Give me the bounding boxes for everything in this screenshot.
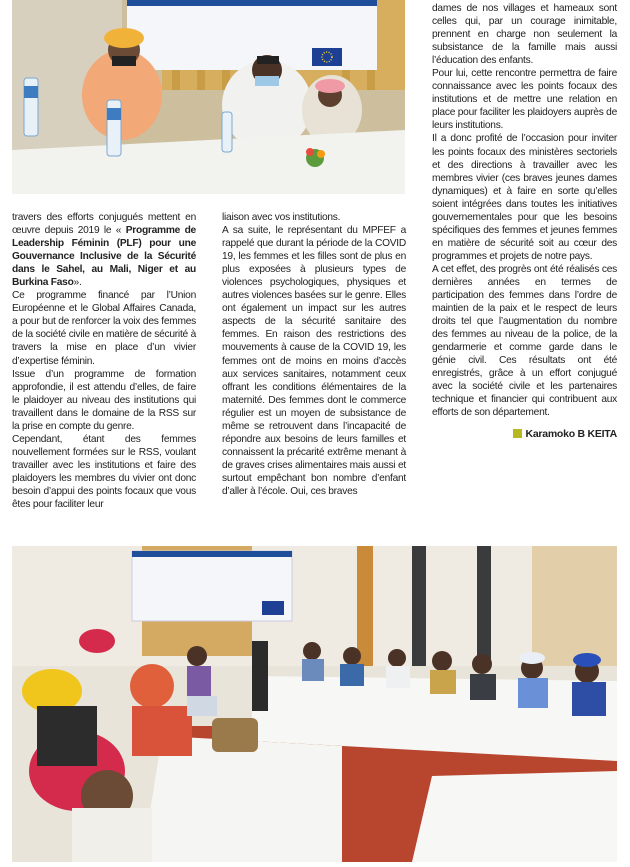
col1-paragraph-1-close: ». — [73, 277, 82, 289]
col3-paragraph-1: dames de nos villages et hameaux sont celles qui, par un courage inimitable, prennent en charge non seulement la subsistance de la famille mais aussi l’éducation des enfants. — [432, 3, 617, 67]
col1-paragraph-1 — [12, 211, 196, 289]
photo-head-table — [12, 0, 405, 194]
photo-head-table-image — [12, 0, 405, 194]
photo-workshop-room-image — [12, 546, 617, 862]
col1-paragraph-4: Cependant, étant des femmes nouvellement formées sur le RSS, voulant travailler avec les institutions et faire des plaidoyers les membres du vivier ont donc besoin d’appui des points focaux que vous êtes pour faciliter leur — [12, 433, 196, 511]
author-byline — [432, 428, 617, 441]
article-column-2 — [222, 211, 406, 498]
photo-workshop-room — [12, 546, 617, 862]
byline-square-icon — [513, 429, 522, 438]
col2-paragraph-2: A sa suite, le représentant du MPFEF a rappelé que durant la période de la COVID 19, les femmes et les filles sont de plus en plus exposées à plusieurs types de violences psychologiques, physiques et autres violences basées sur le genre. Elles ont également un impact sur les autres aspects de la sécurité sanitaire des femmes. En raison des restrictions des mouvements à cause de la COVID 19, les femmes ont de moins en moins d’accès aux services sanitaires, notamment ceux offrant les conditions élémentaires de la maternité. Des femmes dont le commerce régulier est un moyen de subsistance de même se retrouvent dans l’incapacité de répondre aux besoins de leurs familles et connaissent la précarité extrême menant à de graves crises alimentaires mais aussi et surtout empêchant bon nombre d’enfant d’aller à l’école. Oui, ces braves — [222, 225, 406, 497]
article-column-3 — [432, 2, 617, 441]
col2-paragraph-1: liaison avec vos institutions. — [222, 212, 341, 223]
col3-paragraph-4: A cet effet, des progrès ont été réalisés ces dernières années en termes de participation des femmes dans l’ordre de maintien de la paix et le respect de leurs droits tel que l’augmentation du nombre des femmes au niveau de la police, de la gendarmerie et comme garde dans le génie civil. Ces résultats ont été enregistrés, grâce à un effort conjugué avec la société civile et les partenaires technique et financier qui contribuent aux efforts de son département. — [432, 263, 617, 419]
author-name: Karamoko B KEITA — [525, 427, 617, 440]
col1-paragraph-3: Issue d’un programme de formation approfondie, il est attendu d’elles, de faire le plaidoyer au niveau des institutions qui travaillent dans le domaine de la RSS sur la prise en compte du genre. — [12, 368, 196, 432]
col3-paragraph-3: Il a donc profité de l’occasion pour inviter les points focaux des ministères sectoriels et des directions à travailler avec les membres vivier (ces braves jeunes dames dynamiques) et à faire en sorte qu’elles soient intégrées dans toutes les initiatives gouvernementales pour que les besoins spécifiques des femmes et jeunes femmes en matière de sécurité soit au cœur des programmes et projets de notre pays. — [432, 133, 617, 262]
article-column-1 — [12, 211, 196, 511]
col3-paragraph-2: Pour lui, cette rencontre permettra de faire connaissance avec les points focaux des institutions et de mettre une relation en place pour faciliter les plaidoyers auprès de leurs institutions. — [432, 68, 617, 132]
col1-paragraph-2: Ce programme financé par l’Union Européenne et le Global Affaires Canada, a pour but de renforcer la voix des femmes de la société civile en matière de sécurité à travers la mise en place d’un vivier d’expertise féminin. — [12, 290, 196, 367]
col1-paragraph-1-intro: travers des efforts conjugués mettent en œuvre depuis 2019 le « — [12, 212, 196, 237]
program-title: Programme de Leadership Féminin (PLF) pour une Gouvernance Inclusive de la Sécurité dans le Sahel, au Mali, Niger et au Burkina Faso — [12, 225, 196, 289]
